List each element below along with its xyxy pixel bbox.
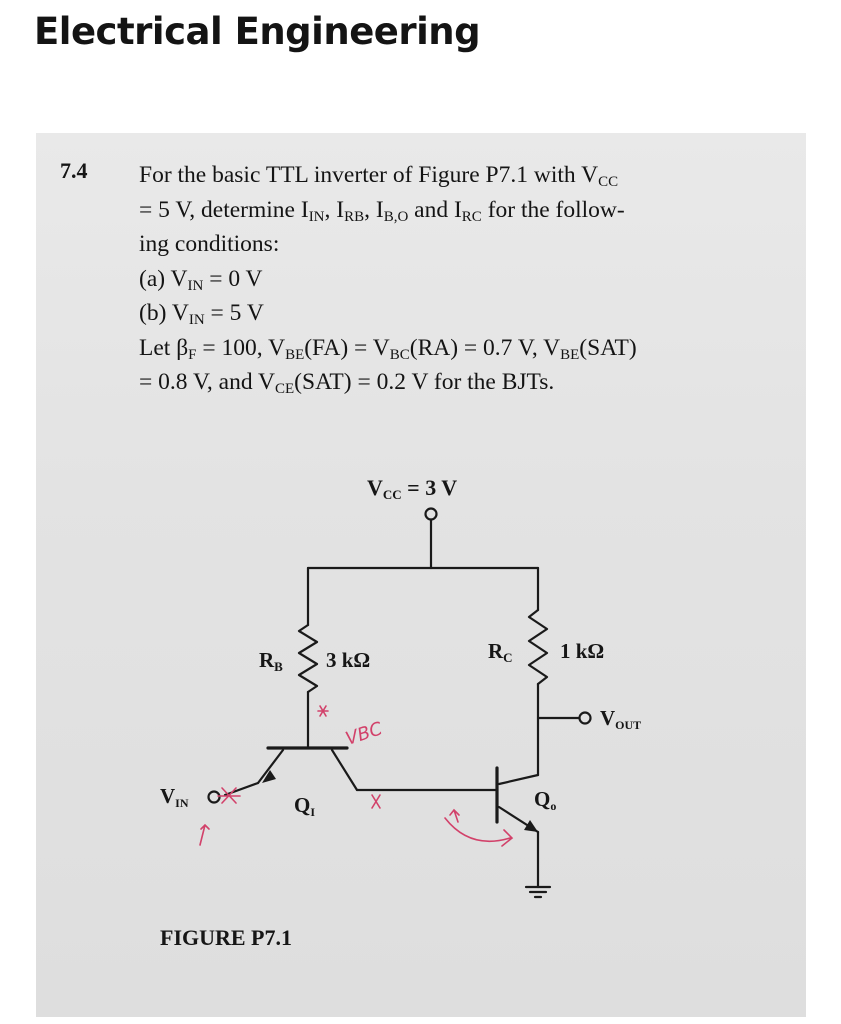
svg-text:RB <box>259 648 283 674</box>
text-segment: and I <box>408 196 462 223</box>
subscript: F <box>188 346 197 363</box>
q0-label-sub: o <box>550 799 557 813</box>
problem-number: 7.4 <box>60 158 88 183</box>
text-segment: (a) V <box>139 265 188 292</box>
subscript: BE <box>285 346 305 363</box>
rc-label: R <box>488 639 504 663</box>
vin-wire <box>225 783 258 795</box>
text-segment: , I <box>324 196 345 223</box>
text-segment: (FA) = V <box>304 334 390 361</box>
subscript: CC <box>598 174 619 190</box>
text-segment: (SAT) = 0.2 V for the BJTs. <box>294 369 555 395</box>
rb-label: R <box>259 648 275 672</box>
rb-value: 3 kΩ <box>326 648 371 672</box>
vout-label-sub: OUT <box>615 718 642 732</box>
svg-text:VOUT <box>600 706 641 732</box>
q0-arrow-mark <box>445 818 512 846</box>
vcc-label: V <box>367 475 383 500</box>
q0-emitter-arrow <box>524 820 538 832</box>
text-segment: , I <box>364 196 384 223</box>
subscript: IN <box>308 208 325 225</box>
q0-up-mark <box>450 810 459 822</box>
rc-label-sub: C <box>503 650 513 665</box>
q1-label-sub: I <box>310 805 316 819</box>
subscript: IN <box>187 277 204 294</box>
figure-caption: FIGURE P7.1 <box>160 925 292 950</box>
svg-text:RC <box>488 639 513 665</box>
rc-resistor <box>529 610 547 684</box>
subscript: B,O <box>383 208 409 225</box>
rc-value: 1 kΩ <box>560 639 605 663</box>
svg-text:VCC = 3 V <box>367 475 457 502</box>
vout-terminal <box>580 713 591 724</box>
q0-collector <box>499 775 538 784</box>
text-segment: = 5 V, determine I <box>139 196 309 223</box>
text-segment: = 0 V <box>203 265 263 292</box>
svg-text:VIN <box>160 784 189 810</box>
svg-text:QI <box>294 793 315 819</box>
vcc-value: = 3 V <box>401 475 458 500</box>
rb-star-mark <box>318 706 328 716</box>
rb-resistor <box>299 625 317 692</box>
vcc-label-sub: CC <box>382 487 402 502</box>
text-segment: = 5 V <box>204 300 264 326</box>
q0-label: Q <box>534 787 551 811</box>
q1-collector <box>332 750 357 790</box>
subscript: IN <box>188 312 205 328</box>
vin-terminal <box>209 792 220 803</box>
vout-label: V <box>600 706 616 730</box>
vin-label: V <box>160 784 176 808</box>
subject-title: Electrical Engineering <box>34 10 481 53</box>
q1-label: Q <box>294 793 311 817</box>
subscript: BC <box>389 346 410 363</box>
vin-label-sub: IN <box>175 796 189 810</box>
svg-text:Qo <box>534 787 556 813</box>
text-segment: for the follow- <box>481 196 625 223</box>
text-segment: (RA) = 0.7 V, V <box>409 334 561 361</box>
vcc-terminal <box>426 509 437 520</box>
text-segment: (SAT) <box>579 334 637 361</box>
subscript: BE <box>560 346 580 363</box>
vin-arrow-mark <box>200 825 209 845</box>
text-segment: Let β <box>139 334 189 361</box>
text-segment: (b) V <box>139 300 189 326</box>
rb-label-sub: B <box>274 659 283 674</box>
subscript: RB <box>344 208 365 225</box>
text-segment: For the basic TTL inverter of Figure P7.1 with V <box>139 162 599 188</box>
vbc-annotation: VBC <box>343 718 385 750</box>
handwritten-annotations <box>200 706 512 846</box>
q1-collector-mark <box>372 795 380 808</box>
subscript: CE <box>275 381 295 397</box>
text-segment: = 100, V <box>196 334 286 361</box>
text-segment: ing conditions: <box>139 231 280 257</box>
subscript: RC <box>461 208 482 225</box>
text-segment: = 0.8 V, and V <box>139 369 275 395</box>
